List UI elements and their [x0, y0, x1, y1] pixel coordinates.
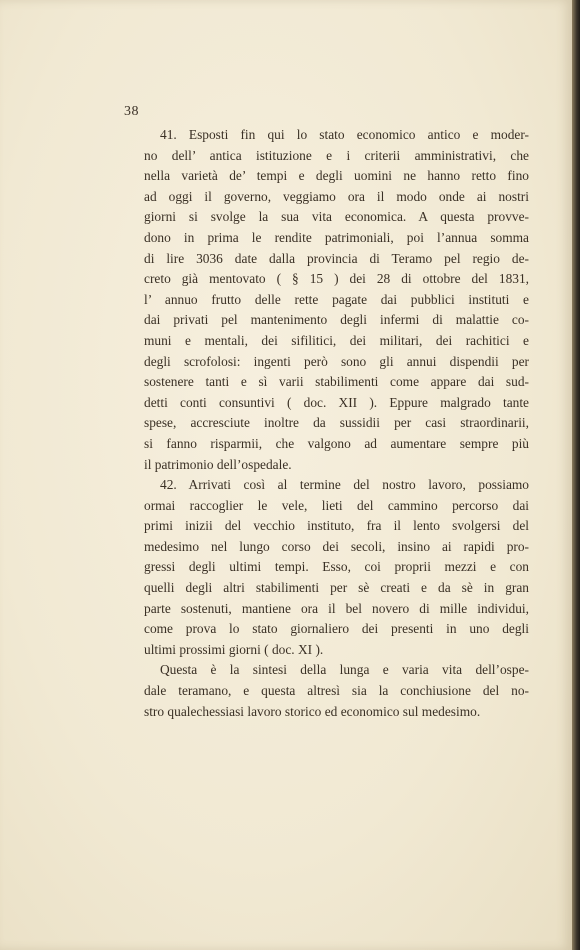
text-line: ultimi prossimi giorni ( doc. XI ). — [144, 641, 324, 657]
text-line: come prova lo stato giornaliero dei presenti in uno degli — [144, 621, 529, 637]
text-line: si fanno risparmii, che valgono ad aumentare sempre più — [144, 435, 529, 451]
text-line: parte sostenuti, mantiene ora il bel novero di mille individui, — [144, 600, 529, 616]
text-line: di lire 3036 date dalla provincia di Teramo pel regio de- — [144, 250, 529, 266]
text-line: nella varietà de’ tempi e degli uomini ne hanno retto fino — [144, 168, 529, 184]
text-line: sostenere tanti e sì varii stabilimenti come appare dai sud- — [144, 374, 529, 390]
text-line: ormai raccoglier le vele, lieti del cammino percorso dai — [144, 497, 529, 513]
text-line: muni e mentali, dei sifilitici, dei militari, dei rachitici e — [144, 332, 529, 348]
text-line: dono in prima le rendite patrimoniali, poi l’annua somma — [144, 229, 529, 245]
page-number: 38 — [124, 104, 139, 119]
text-line: degli scrofolosi: ingenti però sono gli annui dispendii per — [144, 353, 529, 369]
text-line: medesimo nel lungo corso dei secoli, insino ai rapidi pro- — [144, 538, 529, 554]
text-line: gressi degli ultimi tempi. Esso, coi proprii mezzi e con — [144, 559, 529, 575]
text-line: quelli degli altri stabilimenti per sè creati e da sè in gran — [144, 580, 529, 596]
text-line: ad oggi il governo, veggiamo ora il modo onde ai nostri — [144, 188, 529, 204]
text-line: creto già mentovato ( § 15 ) dei 28 di ottobre del 1831, — [144, 271, 529, 287]
text-line: 41. Esposti fin qui lo stato economico antico e moder- — [160, 127, 529, 142]
text-line: il patrimonio dell’ospedale. — [144, 456, 292, 472]
text-line: stro qualechessiasi lavoro storico ed economico sul medesimo. — [144, 703, 481, 719]
text-line: detti conti consuntivi ( doc. XII ). Eppure malgrado tante — [144, 394, 529, 410]
text-line: dai privati pel mantenimento degli infermi di malattie co- — [144, 312, 529, 328]
text-line: l’ annuo frutto delle rette pagate dai pubblici instituti e — [144, 291, 529, 307]
page-edge — [572, 0, 580, 950]
text-line: spese, accresciute inoltre da sussidii per casi straordinarii, — [144, 415, 529, 431]
text-line: primi inizii del vecchio instituto, fra il lento svolgersi del — [144, 518, 529, 534]
text-line: 42. Arrivati così al termine del nostro lavoro, possiamo — [160, 477, 529, 493]
text-line: dale teramano, e questa altresì sia la conchiusione del no- — [144, 683, 529, 699]
text-line: no dell’ antica istituzione e i criterii amministrativi, che — [144, 147, 529, 163]
text-line: giorni si svolge la sua vita economica. A questa provve- — [144, 209, 529, 225]
text-line: Questa è la sintesi della lunga e varia vita dell’ospe- — [160, 662, 529, 678]
body-text — [144, 125, 529, 722]
